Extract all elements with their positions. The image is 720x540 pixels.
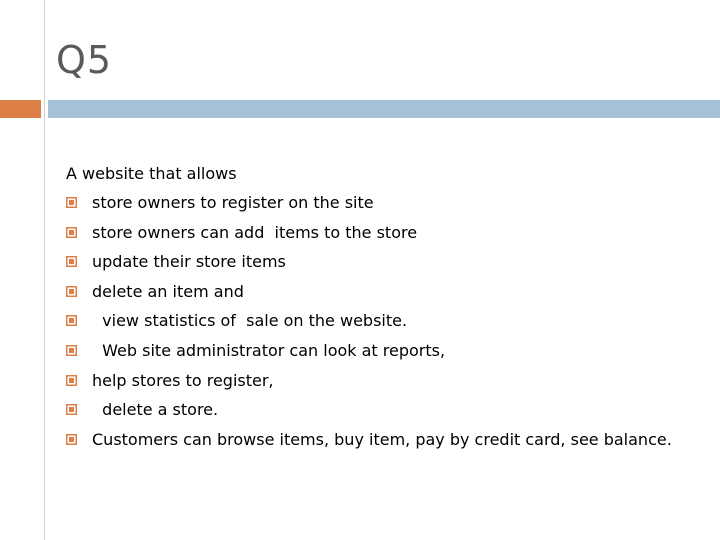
list-item [66,218,706,248]
list-item [66,306,706,336]
list-item [66,188,706,218]
list-item [66,247,706,277]
square-bullet-icon [66,345,77,356]
list-item-text: view statistics of sale on the website. [92,311,408,331]
square-bullet-icon [66,197,77,208]
list-item [66,425,706,455]
square-bullet-icon [66,434,77,445]
intro-text: A website that allows [66,164,237,183]
left-margin-line [44,0,45,540]
list-item [66,395,706,425]
list-item [66,277,706,307]
bullet-list [66,188,706,454]
list-item-text: delete a store. [92,400,219,420]
list-item-text: Web site administrator can look at reports, [92,340,446,360]
square-bullet-icon [66,315,77,326]
square-bullet-icon [66,256,77,267]
square-bullet-icon [66,375,77,386]
square-bullet-icon [66,286,77,297]
list-item [66,336,706,366]
list-item-text: store owners can add items to the store [92,222,418,242]
list-item-text: Customers can browse items, buy item, pay by credit card, see balance. [92,429,672,449]
list-item-text: update their store items [92,252,286,272]
slide-content [66,160,706,454]
square-bullet-icon [66,404,77,415]
list-item-text: delete an item and [92,281,244,301]
title-underline-bar [48,100,720,118]
list-item [66,366,706,396]
slide-title: Q5 [56,38,113,82]
square-bullet-icon [66,227,77,238]
accent-bar [0,100,41,118]
list-item-text: store owners to register on the site [92,193,374,212]
list-item-text: help stores to register, [92,370,274,390]
